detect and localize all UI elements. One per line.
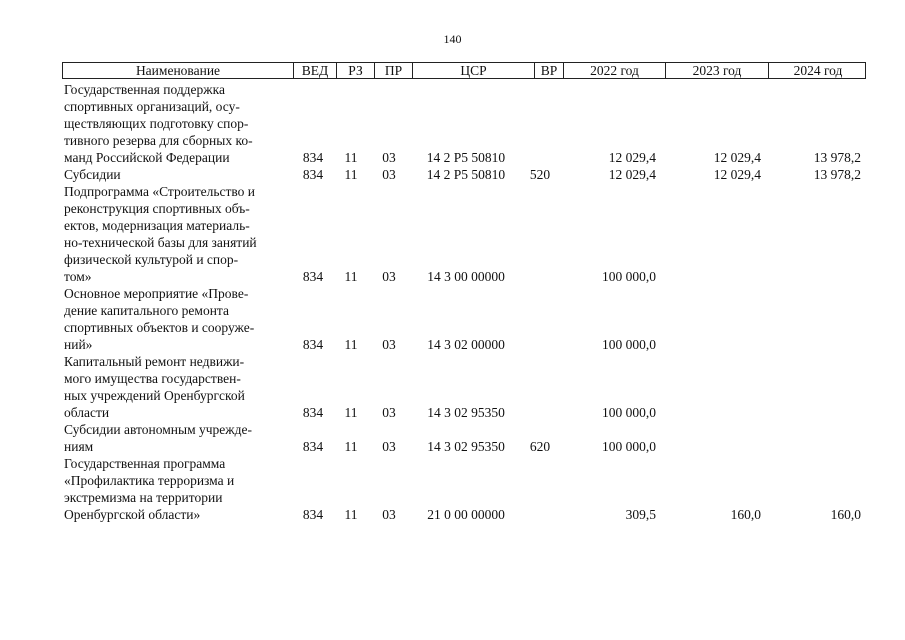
header-2022: 2022 год [563,63,665,78]
row-rz: 11 [344,167,358,182]
row-name-line: области [64,405,110,420]
row-name-line: физической культурой и спор- [64,252,239,267]
row-ved: 834 [302,507,324,522]
row-name-line: «Профилактика терроризма и [64,473,235,488]
table-header [62,62,866,79]
header-ved: ВЕД [293,63,336,78]
row-pr: 03 [382,150,396,165]
row-csr: 14 2 P5 50810 [426,167,506,182]
row-rz: 11 [344,439,358,454]
row-name-line: спортивных организаций, осу- [64,99,240,114]
header-vr: ВР [534,63,563,78]
row-value-2024: 160,0 [830,507,861,522]
header-2024: 2024 год [768,63,867,78]
row-ved: 834 [302,405,324,420]
row-name-line: Оренбургской области» [64,507,201,522]
row-name-line: Государственная поддержка [64,82,225,97]
row-ved: 834 [302,167,324,182]
row-name-line: ниям [64,439,94,454]
row-name-line: манд Российской Федерации [64,150,230,165]
row-name-line: экстремизма на территории [64,490,223,505]
row-vr: 620 [529,439,551,454]
row-rz: 11 [344,405,358,420]
row-name [64,285,254,353]
row-pr: 03 [382,439,396,454]
row-value-2022: 100 000,0 [602,269,656,284]
header-2023: 2023 год [665,63,768,78]
row-name-line: мого имущества государствен- [64,371,241,386]
row-name-line: тивного резерва для сборных ко- [64,133,253,148]
row-name-line: Подпрограмма «Строительство и [64,184,256,199]
row-value-2022: 100 000,0 [602,405,656,420]
row-ved: 834 [302,150,324,165]
row-name-line: Субсидии автономным учрежде- [64,422,252,437]
row-value-2022: 309,5 [625,507,656,522]
row-name-line: ществляющих подготовку спор- [64,116,249,131]
row-name [64,81,253,166]
row-name-line: Государственная программа [64,456,226,471]
row-name [64,166,121,183]
row-value-2022: 12 029,4 [608,150,656,165]
page-number: 140 [443,32,462,46]
row-ved: 834 [302,337,324,352]
header-name: Наименование [135,63,221,78]
row-csr: 14 3 02 00000 [427,337,505,352]
row-csr: 14 3 02 95350 [427,405,505,420]
row-csr: 21 0 00 00000 [427,507,505,522]
row-pr: 03 [382,269,396,284]
row-value-2024: 13 978,2 [813,167,861,182]
row-ved: 834 [302,439,324,454]
row-value-2024: 13 978,2 [813,150,861,165]
header-pr: ПР [374,63,412,78]
row-name-line: но-технической базы для занятий [64,235,257,250]
row-name-line: Основное мероприятие «Прове- [64,286,249,301]
row-name-line: реконструкция спортивных объ- [64,201,250,216]
row-value-2023: 12 029,4 [713,167,761,182]
header-csr: ЦСР [412,63,534,78]
row-vr: 520 [529,167,551,182]
row-csr: 14 3 00 00000 [427,269,505,284]
row-value-2023: 12 029,4 [713,150,761,165]
row-name-line: Капитальный ремонт недвижи- [64,354,245,369]
row-csr: 14 2 P5 50810 [426,150,506,165]
row-pr: 03 [382,337,396,352]
row-name-line: ний» [64,337,93,352]
row-name-line: Субсидии [64,167,121,182]
row-pr: 03 [382,167,396,182]
row-name [64,183,257,285]
row-rz: 11 [344,269,358,284]
row-name [64,421,252,455]
row-value-2022: 100 000,0 [602,439,656,454]
row-name [64,455,234,523]
row-rz: 11 [344,150,358,165]
row-name-line: ектов, модернизация материаль- [64,218,250,233]
row-pr: 03 [382,507,396,522]
header-rz: РЗ [336,63,374,78]
row-name-line: спортивных объектов и сооруже- [64,320,255,335]
row-ved: 834 [302,269,324,284]
row-value-2023: 160,0 [730,507,761,522]
row-name-line: дение капитального ремонта [64,303,229,318]
row-name [64,353,245,421]
row-value-2022: 12 029,4 [608,167,656,182]
row-value-2022: 100 000,0 [602,337,656,352]
row-pr: 03 [382,405,396,420]
row-name-line: том» [64,269,92,284]
row-csr: 14 3 02 95350 [427,439,505,454]
row-rz: 11 [344,507,358,522]
row-name-line: ных учреждений Оренбургской [64,388,245,403]
row-rz: 11 [344,337,358,352]
